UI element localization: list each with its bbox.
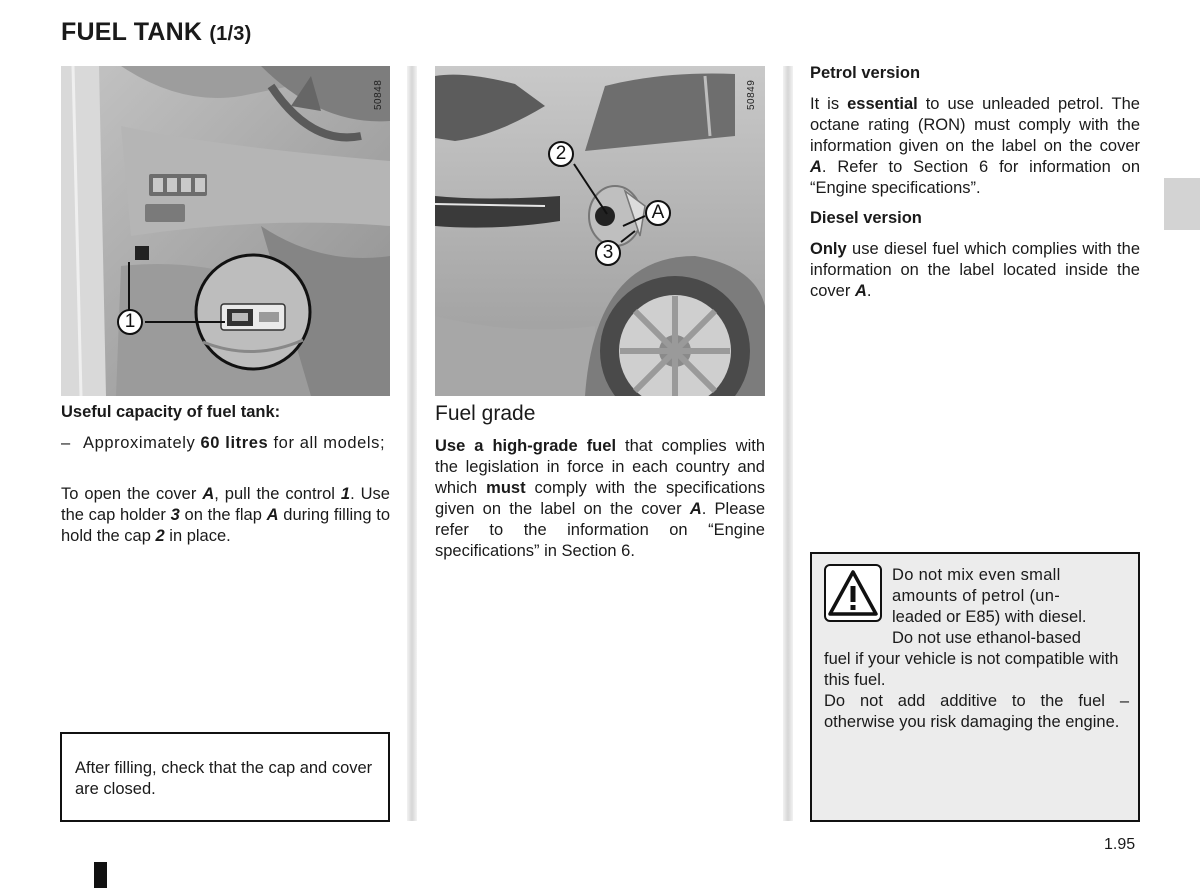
diesel-ref-A: A <box>854 282 867 300</box>
open-text-1: To open the cover <box>61 485 203 503</box>
page-title-text: FUEL TANK <box>61 18 203 46</box>
diesel-version-heading: Diesel version <box>810 209 922 227</box>
open-cover-paragraph <box>61 484 390 547</box>
open-ref-1: 1 <box>340 485 351 503</box>
open-ref-2: 2 <box>155 527 165 545</box>
diesel-warning-box <box>810 552 1140 822</box>
open-text-3: . Use the cap holder <box>61 485 390 524</box>
warning-line-1: Do not mix even small <box>892 566 1061 584</box>
warning-triangle-icon <box>824 564 882 622</box>
open-ref-A: A <box>202 485 215 503</box>
open-ref-A2: A <box>266 506 279 524</box>
fuel-grade-text-1: that complies with the legislation in force in each country and which <box>435 437 765 497</box>
fuel-grade-paragraph <box>435 436 765 562</box>
figure-number-left: 50848 <box>373 79 384 110</box>
open-text-2: , pull the control <box>214 485 341 503</box>
warning-triangle-glyph <box>826 566 880 620</box>
capacity-pre: Approximately <box>83 434 201 452</box>
petrol-version-paragraph <box>810 94 1140 199</box>
warning-line-2: amounts of petrol (un- <box>892 587 1061 605</box>
open-text-6: in place. <box>164 527 231 545</box>
petrol-text-1: It is <box>810 95 848 113</box>
petrol-text-3: . Refer to Section 6 for information on “Engine specifications”. <box>810 158 1140 197</box>
column-divider-right <box>783 66 793 821</box>
callout-A: A <box>645 200 671 226</box>
diesel-text-1: use diesel fuel which complies with the information on the label located inside the cover <box>810 240 1140 300</box>
capacity-value: 60 litres <box>200 434 269 452</box>
capacity-dash: – <box>61 434 71 452</box>
page-number: 1.95 <box>1104 836 1136 853</box>
capacity-post: for all models; <box>268 434 386 452</box>
chapter-side-tab <box>1164 178 1200 230</box>
open-text-4: on the flap <box>179 506 267 524</box>
open-ref-3: 3 <box>170 506 180 524</box>
fuel-grade-bold-1: Use a high-grade fuel <box>435 437 617 455</box>
fuel-grade-heading: Fuel grade <box>435 402 536 425</box>
warning-line-4: Do not use ethanol-based <box>892 629 1081 647</box>
diesel-bold-1: Only <box>810 240 847 258</box>
figure-fuel-flap-control <box>61 66 390 396</box>
after-filling-text: After filling, check that the cap and cover are closed. <box>75 759 373 798</box>
petrol-bold-1: essential <box>847 95 918 113</box>
callout-3: 3 <box>595 240 621 266</box>
petrol-version-heading: Petrol version <box>810 64 921 82</box>
figure-number-middle: 50849 <box>746 79 757 110</box>
warning-ethanol-rest: fuel if your vehicle is not compatible with this fuel. <box>824 650 1119 689</box>
callout-leader-lines <box>61 66 390 396</box>
fuel-grade-ref-A: A <box>689 500 702 518</box>
after-filling-note <box>60 732 390 822</box>
column-divider-left <box>407 66 417 821</box>
capacity-text <box>83 433 391 454</box>
callout-1: 1 <box>117 309 143 335</box>
figure-fuel-flap-car <box>435 66 765 396</box>
page-title-part: (1/3) <box>209 23 252 45</box>
fuel-grade-text-3: . Please refer to the information on “Engine specifications” in Section 6. <box>435 500 765 560</box>
open-text-5: during filling to hold the cap <box>61 506 391 545</box>
diesel-text-2: . <box>866 282 872 300</box>
capacity-item <box>61 433 391 454</box>
diesel-version-paragraph <box>810 239 1140 302</box>
petrol-ref-A: A <box>810 158 822 176</box>
fuel-grade-text-2: comply with the specifications given on the label on the cover <box>435 479 765 518</box>
warning-line-3: leaded or E85) with diesel. <box>892 608 1087 626</box>
warning-additive: Do not add additive to the fuel – otherwise you risk damaging the engine. <box>824 692 1129 731</box>
petrol-text-2: to use unleaded petrol. The octane rating (RON) must comply with the information given on the label on the cover <box>810 95 1140 155</box>
car-rear-illustration <box>435 66 765 396</box>
fuel-grade-bold-2: must <box>486 479 526 497</box>
callout-2: 2 <box>548 141 574 167</box>
capacity-heading: Useful capacity of fuel tank: <box>61 403 281 421</box>
page-title <box>61 18 251 47</box>
page-edge-marker <box>94 862 107 888</box>
